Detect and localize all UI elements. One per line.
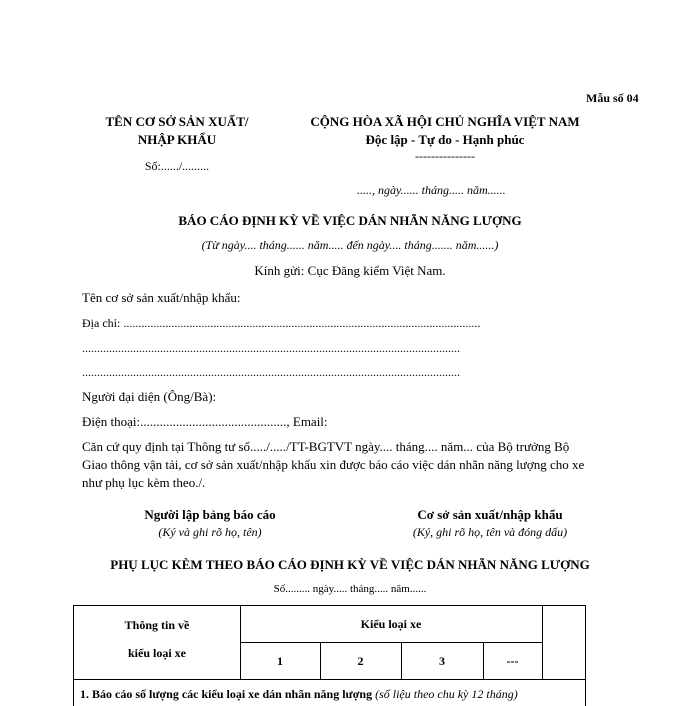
recipient: Kính gửi: Cục Đăng kiểm Việt Nam. [254,263,446,278]
nation-title: CỘNG HÒA XÃ HỘI CHỦ NGHĨA VIỆT NAM [310,114,580,129]
form-number: Mẫu số 04 [586,91,639,105]
column-more: --- [506,653,519,668]
field-address: Địa chỉ: ....................................................................................................................... [82,316,481,330]
field-org-name: Tên cơ sở sản xuất/nhập khẩu: [82,290,241,305]
body-line-1: Căn cứ quy định tại Thông tư số...../...../TT-BGTVT ngày.... tháng.... năm... của Bộ trưởng Bộ [82,439,570,454]
signature-left-note: (Ký và ghi rõ họ, tên) [158,525,262,539]
signature-right-note: (Ký, ghi rõ họ, tên và đóng dấu) [412,525,568,539]
header-vehicle-info-line2: kiểu loại xe [127,645,186,660]
section-1-note: (số liệu theo chu kỳ 12 tháng) [375,687,518,701]
report-title: BÁO CÁO ĐỊNH KỲ VỀ VIỆC DÁN NHÃN NĂNG LƯỢNG [178,213,522,228]
header-vehicle-type: Kiểu loại xe [360,616,422,631]
vehicle-type-table [73,605,586,706]
body-line-3: như phụ lục kèm theo./. [82,475,206,490]
signature-left-title: Người lập bảng báo cáo [144,507,276,522]
nation-motto: Độc lập - Tự do - Hạnh phúc [365,132,525,147]
nation-divider: --------------- [415,149,475,163]
header-vehicle-info-line1: Thông tin về [124,617,190,632]
field-address-cont1: .............................................................................................................................. [82,341,460,355]
doc-number: Số:....../......... [144,159,210,173]
body-line-2: Giao thông vận tải, cơ sở sản xuất/nhập khẩu xin được báo cáo việc dán nhãn năng lượng cho xe [82,457,585,472]
field-phone-email: Điện thoại:............................................., Email: [82,414,328,429]
section-1-title: 1. Báo cáo số lượng các kiểu loại xe dán nhãn năng lượng [80,687,373,701]
column-2: 2 [357,653,364,668]
date-line: ....., ngày...... tháng..... năm...... [357,183,506,197]
field-address-cont2: .............................................................................................................................. [82,365,460,379]
org-name-line1: TÊN CƠ SỞ SẢN XUẤT/ [105,114,249,129]
column-3: 3 [439,653,445,668]
appendix-subtitle: Số......... ngày..... tháng..... năm...... [273,583,427,595]
org-name-line2: NHẬP KHẨU [137,132,217,147]
column-1: 1 [277,653,283,668]
signature-right-title: Cơ sở sản xuất/nhập khẩu [417,507,563,522]
field-representative: Người đại diện (Ông/Bà): [82,389,217,404]
appendix-title: PHỤ LỤC KÈM THEO BÁO CÁO ĐỊNH KỲ VỀ VIỆC DÁN NHÃN NĂNG LƯỢNG [110,557,590,572]
report-period: (Từ ngày.... tháng...... năm..... đến ngày.... tháng....... năm......) [201,238,499,252]
